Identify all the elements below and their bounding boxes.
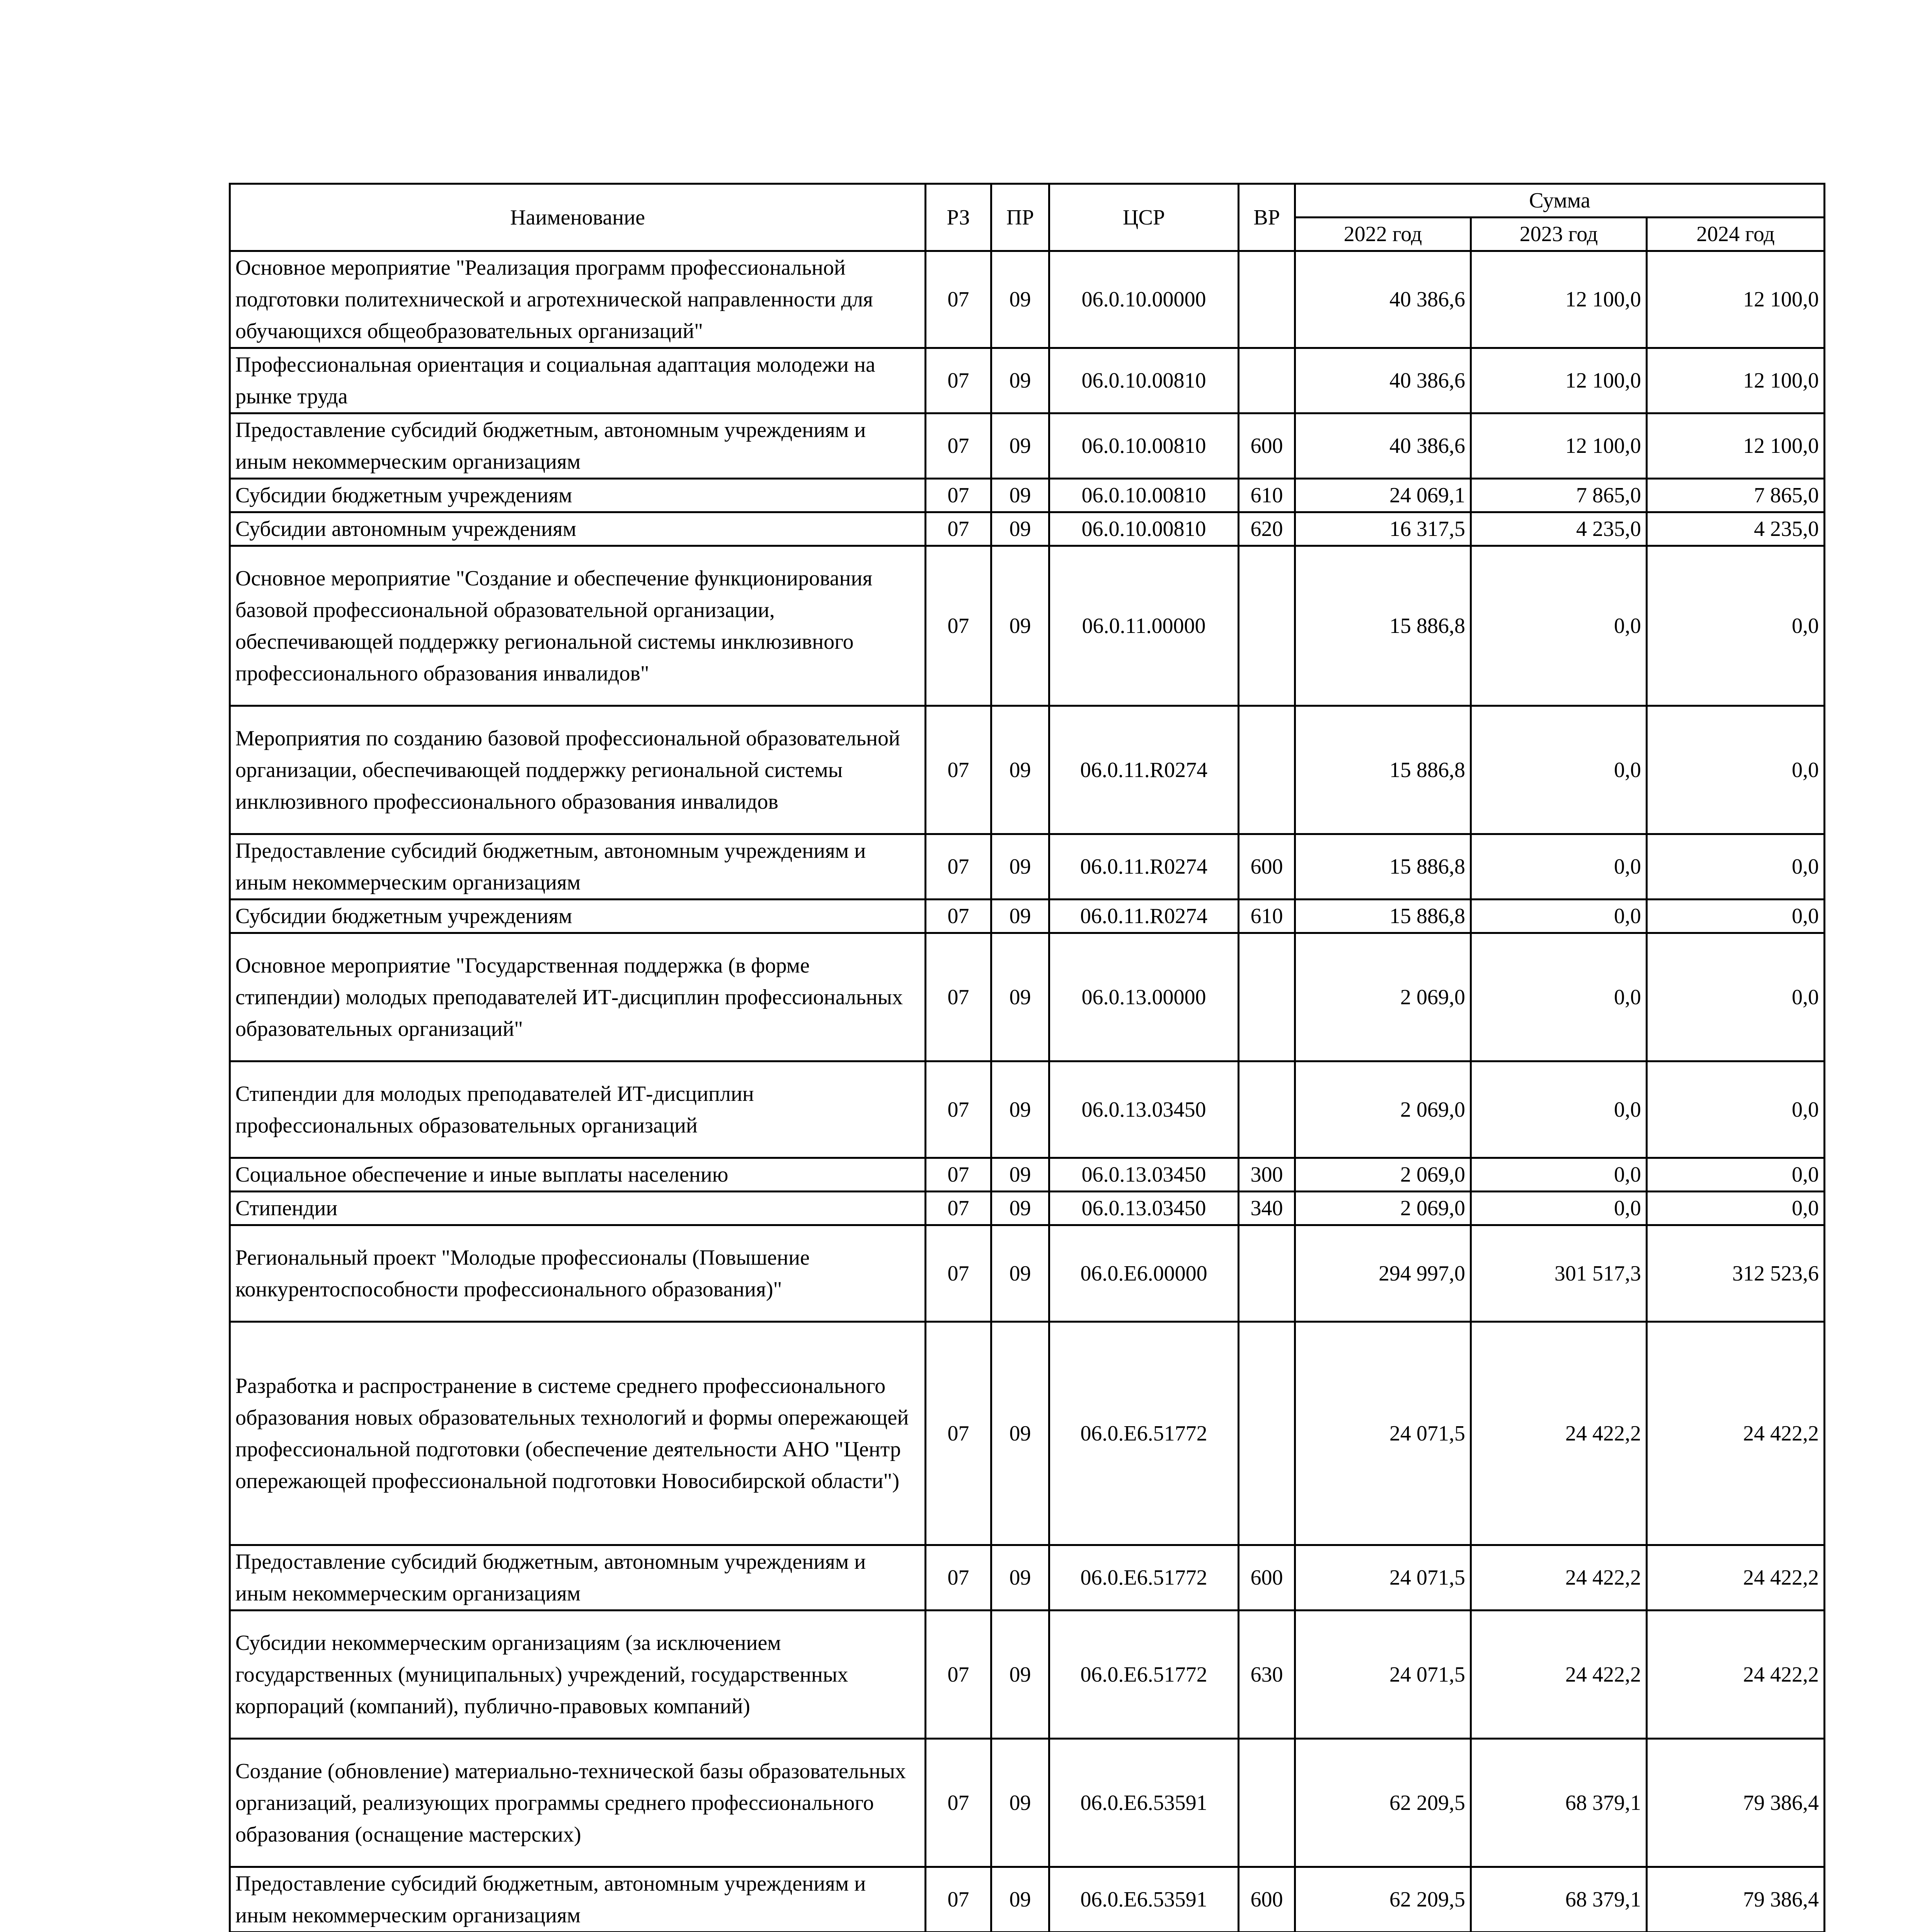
- cell-csr: 06.0.13.03450: [1049, 1192, 1239, 1225]
- cell-pr: 09: [991, 706, 1049, 834]
- cell-name: Основное мероприятие "Создание и обеспечение функционирования базовой профессиональной образовательной организации, обеспечивающей поддержку региональной системы инклюзивного профессионального образования инвалидов": [230, 546, 926, 706]
- cell-vr: 600: [1239, 834, 1295, 900]
- cell-2024: 79 386,4: [1647, 1867, 1825, 1932]
- cell-name: Стипендии для молодых преподавателей ИТ-дисциплин профессиональных образовательных организаций: [230, 1061, 926, 1158]
- cell-2023: 0,0: [1471, 1061, 1647, 1158]
- cell-name: Предоставление субсидий бюджетным, автономным учреждениям и иным некоммерческим организациям: [230, 834, 926, 900]
- cell-2022: 2 069,0: [1295, 1192, 1471, 1225]
- cell-csr: 06.0.E6.51772: [1049, 1545, 1239, 1611]
- cell-name: Создание (обновление) материально-технической базы образовательных организаций, реализующих программы среднего профессионального образования (оснащение мастерских): [230, 1739, 926, 1867]
- cell-2022: 40 386,6: [1295, 413, 1471, 479]
- cell-name: Разработка и распространение в системе среднего профессионального образования новых образовательных технологий и формы опережающей профессиональной подготовки (обеспечение деятельности АНО "Центр опережающей профессиональной подготовки Новосибирской области"): [230, 1322, 926, 1545]
- table-row: [230, 1867, 1825, 1932]
- cell-pr: 09: [991, 1322, 1049, 1545]
- cell-2022: 24 071,5: [1295, 1611, 1471, 1739]
- cell-pr: 09: [991, 900, 1049, 933]
- cell-pr: 09: [991, 479, 1049, 512]
- cell-vr: 620: [1239, 512, 1295, 546]
- cell-pr: 09: [991, 834, 1049, 900]
- table-row: [230, 1545, 1825, 1611]
- cell-2022: 40 386,6: [1295, 251, 1471, 348]
- cell-rz: 07: [926, 251, 991, 348]
- cell-rz: 07: [926, 413, 991, 479]
- cell-pr: 09: [991, 933, 1049, 1061]
- cell-name: Профессиональная ориентация и социальная адаптация молодежи на рынке труда: [230, 348, 926, 413]
- table-row: [230, 1158, 1825, 1192]
- col-sum-header: Сумма: [1295, 184, 1825, 218]
- cell-csr: 06.0.11.R0274: [1049, 834, 1239, 900]
- cell-csr: 06.0.11.00000: [1049, 546, 1239, 706]
- cell-name: Предоставление субсидий бюджетным, автономным учреждениям и иным некоммерческим организациям: [230, 413, 926, 479]
- table-row: [230, 348, 1825, 413]
- cell-2023: 301 517,3: [1471, 1225, 1647, 1322]
- cell-csr: 06.0.10.00810: [1049, 479, 1239, 512]
- cell-csr: 06.0.E6.53591: [1049, 1739, 1239, 1867]
- cell-csr: 06.0.11.R0274: [1049, 706, 1239, 834]
- cell-rz: 07: [926, 546, 991, 706]
- cell-2022: 294 997,0: [1295, 1225, 1471, 1322]
- cell-2022: 24 069,1: [1295, 479, 1471, 512]
- table-row: [230, 1061, 1825, 1158]
- cell-name: Основное мероприятие "Государственная поддержка (в форме стипендии) молодых преподавателей ИТ-дисциплин профессиональных образовательных организаций": [230, 933, 926, 1061]
- cell-name: Субсидии бюджетным учреждениям: [230, 900, 926, 933]
- col-2023-header: 2023 год: [1471, 218, 1647, 251]
- cell-csr: 06.0.13.00000: [1049, 933, 1239, 1061]
- cell-2022: 15 886,8: [1295, 900, 1471, 933]
- cell-csr: 06.0.E6.51772: [1049, 1611, 1239, 1739]
- cell-pr: 09: [991, 1158, 1049, 1192]
- cell-csr: 06.0.10.00810: [1049, 512, 1239, 546]
- cell-2023: 0,0: [1471, 933, 1647, 1061]
- cell-vr: 600: [1239, 1545, 1295, 1611]
- cell-vr: [1239, 706, 1295, 834]
- cell-2022: 62 209,5: [1295, 1867, 1471, 1932]
- cell-rz: 07: [926, 479, 991, 512]
- table-row: [230, 413, 1825, 479]
- cell-2023: 4 235,0: [1471, 512, 1647, 546]
- table-row: [230, 251, 1825, 348]
- cell-vr: [1239, 251, 1295, 348]
- cell-rz: 07: [926, 1322, 991, 1545]
- cell-name: Региональный проект "Молодые профессионалы (Повышение конкурентоспособности профессионального образования)": [230, 1225, 926, 1322]
- table-row: [230, 1192, 1825, 1225]
- col-name-header: Наименование: [230, 184, 926, 251]
- cell-2024: 24 422,2: [1647, 1611, 1825, 1739]
- cell-2024: 0,0: [1647, 1158, 1825, 1192]
- cell-rz: 07: [926, 834, 991, 900]
- cell-csr: 06.0.E6.51772: [1049, 1322, 1239, 1545]
- cell-rz: 07: [926, 1225, 991, 1322]
- cell-2024: 0,0: [1647, 706, 1825, 834]
- cell-pr: 09: [991, 348, 1049, 413]
- cell-pr: 09: [991, 1867, 1049, 1932]
- cell-2022: 62 209,5: [1295, 1739, 1471, 1867]
- cell-2024: 79 386,4: [1647, 1739, 1825, 1867]
- col-vr-header: ВР: [1239, 184, 1295, 251]
- cell-name: Основное мероприятие "Реализация программ профессиональной подготовки политехнической и агротехнической направленности для обучающихся общеобразовательных организаций": [230, 251, 926, 348]
- cell-csr: 06.0.13.03450: [1049, 1158, 1239, 1192]
- cell-rz: 07: [926, 1867, 991, 1932]
- table-row: [230, 900, 1825, 933]
- cell-2024: 0,0: [1647, 1192, 1825, 1225]
- cell-pr: 09: [991, 512, 1049, 546]
- table-row: [230, 546, 1825, 706]
- cell-2022: 40 386,6: [1295, 348, 1471, 413]
- cell-2024: 0,0: [1647, 834, 1825, 900]
- cell-name: Предоставление субсидий бюджетным, автономным учреждениям и иным некоммерческим организациям: [230, 1867, 926, 1932]
- cell-rz: 07: [926, 900, 991, 933]
- col-2022-header: 2022 год: [1295, 218, 1471, 251]
- cell-vr: [1239, 1322, 1295, 1545]
- cell-csr: 06.0.11.R0274: [1049, 900, 1239, 933]
- cell-name: Предоставление субсидий бюджетным, автономным учреждениям и иным некоммерческим организациям: [230, 1545, 926, 1611]
- cell-name: Социальное обеспечение и иные выплаты населению: [230, 1158, 926, 1192]
- cell-2024: 0,0: [1647, 900, 1825, 933]
- cell-name: Мероприятия по созданию базовой профессиональной образовательной организации, обеспечивающей поддержку региональной системы инклюзивного профессионального образования инвалидов: [230, 706, 926, 834]
- cell-rz: 07: [926, 1158, 991, 1192]
- cell-2023: 68 379,1: [1471, 1867, 1647, 1932]
- cell-pr: 09: [991, 1225, 1049, 1322]
- cell-2024: 4 235,0: [1647, 512, 1825, 546]
- cell-2023: 12 100,0: [1471, 413, 1647, 479]
- cell-vr: [1239, 933, 1295, 1061]
- cell-csr: 06.0.10.00810: [1049, 413, 1239, 479]
- cell-2024: 0,0: [1647, 933, 1825, 1061]
- cell-2023: 24 422,2: [1471, 1611, 1647, 1739]
- cell-2022: 24 071,5: [1295, 1322, 1471, 1545]
- table-row: [230, 706, 1825, 834]
- cell-2022: 2 069,0: [1295, 1061, 1471, 1158]
- cell-2023: 68 379,1: [1471, 1739, 1647, 1867]
- cell-csr: 06.0.E6.53591: [1049, 1867, 1239, 1932]
- table-row: [230, 1322, 1825, 1545]
- cell-vr: 600: [1239, 413, 1295, 479]
- cell-vr: 340: [1239, 1192, 1295, 1225]
- cell-2024: 24 422,2: [1647, 1545, 1825, 1611]
- cell-rz: 07: [926, 933, 991, 1061]
- cell-2024: 12 100,0: [1647, 348, 1825, 413]
- cell-2023: 24 422,2: [1471, 1545, 1647, 1611]
- cell-2023: 0,0: [1471, 900, 1647, 933]
- cell-rz: 07: [926, 1739, 991, 1867]
- cell-rz: 07: [926, 1061, 991, 1158]
- cell-2023: 12 100,0: [1471, 251, 1647, 348]
- cell-2024: 7 865,0: [1647, 479, 1825, 512]
- cell-rz: 07: [926, 706, 991, 834]
- cell-pr: 09: [991, 1545, 1049, 1611]
- cell-rz: 07: [926, 1545, 991, 1611]
- cell-pr: 09: [991, 1192, 1049, 1225]
- col-csr-header: ЦСР: [1049, 184, 1239, 251]
- cell-csr: 06.0.10.00000: [1049, 251, 1239, 348]
- cell-vr: 300: [1239, 1158, 1295, 1192]
- cell-vr: 600: [1239, 1867, 1295, 1932]
- cell-name: Стипендии: [230, 1192, 926, 1225]
- cell-name: Субсидии некоммерческим организациям (за исключением государственных (муниципальных) учреждений, государственных корпораций (компаний), публично-правовых компаний): [230, 1611, 926, 1739]
- cell-pr: 09: [991, 1611, 1049, 1739]
- cell-2023: 7 865,0: [1471, 479, 1647, 512]
- cell-pr: 09: [991, 413, 1049, 479]
- table-row: [230, 512, 1825, 546]
- cell-2024: 0,0: [1647, 546, 1825, 706]
- table-row: [230, 479, 1825, 512]
- cell-pr: 09: [991, 546, 1049, 706]
- col-rz-header: РЗ: [926, 184, 991, 251]
- cell-2024: 24 422,2: [1647, 1322, 1825, 1545]
- cell-2023: 0,0: [1471, 706, 1647, 834]
- cell-2023: 0,0: [1471, 546, 1647, 706]
- cell-name: Субсидии бюджетным учреждениям: [230, 479, 926, 512]
- cell-rz: 07: [926, 1192, 991, 1225]
- cell-vr: [1239, 1061, 1295, 1158]
- cell-2022: 2 069,0: [1295, 1158, 1471, 1192]
- cell-csr: 06.0.10.00810: [1049, 348, 1239, 413]
- table-row: [230, 933, 1825, 1061]
- table-row: [230, 1739, 1825, 1867]
- cell-pr: 09: [991, 1061, 1049, 1158]
- cell-2022: 16 317,5: [1295, 512, 1471, 546]
- cell-rz: 07: [926, 348, 991, 413]
- table-body: [230, 251, 1825, 1932]
- cell-pr: 09: [991, 1739, 1049, 1867]
- cell-csr: 06.0.E6.00000: [1049, 1225, 1239, 1322]
- cell-vr: [1239, 1225, 1295, 1322]
- cell-2024: 12 100,0: [1647, 413, 1825, 479]
- cell-rz: 07: [926, 512, 991, 546]
- cell-2024: 312 523,6: [1647, 1225, 1825, 1322]
- cell-2022: 15 886,8: [1295, 834, 1471, 900]
- table-header: [230, 184, 1825, 251]
- cell-vr: 610: [1239, 900, 1295, 933]
- cell-vr: 610: [1239, 479, 1295, 512]
- cell-vr: [1239, 348, 1295, 413]
- cell-rz: 07: [926, 1611, 991, 1739]
- cell-2024: 12 100,0: [1647, 251, 1825, 348]
- cell-vr: 630: [1239, 1611, 1295, 1739]
- table-row: [230, 834, 1825, 900]
- cell-2023: 0,0: [1471, 1158, 1647, 1192]
- cell-2023: 0,0: [1471, 834, 1647, 900]
- col-2024-header: 2024 год: [1647, 218, 1825, 251]
- cell-name: Субсидии автономным учреждениям: [230, 512, 926, 546]
- col-pr-header: ПР: [991, 184, 1049, 251]
- cell-pr: 09: [991, 251, 1049, 348]
- table-row: [230, 1225, 1825, 1322]
- cell-2022: 15 886,8: [1295, 546, 1471, 706]
- cell-2023: 24 422,2: [1471, 1322, 1647, 1545]
- cell-2023: 0,0: [1471, 1192, 1647, 1225]
- cell-csr: 06.0.13.03450: [1049, 1061, 1239, 1158]
- cell-2022: 2 069,0: [1295, 933, 1471, 1061]
- table-row: [230, 1611, 1825, 1739]
- cell-vr: [1239, 546, 1295, 706]
- cell-vr: [1239, 1739, 1295, 1867]
- cell-2024: 0,0: [1647, 1061, 1825, 1158]
- cell-2022: 15 886,8: [1295, 706, 1471, 834]
- cell-2023: 12 100,0: [1471, 348, 1647, 413]
- cell-2022: 24 071,5: [1295, 1545, 1471, 1611]
- budget-table: [229, 183, 1825, 1932]
